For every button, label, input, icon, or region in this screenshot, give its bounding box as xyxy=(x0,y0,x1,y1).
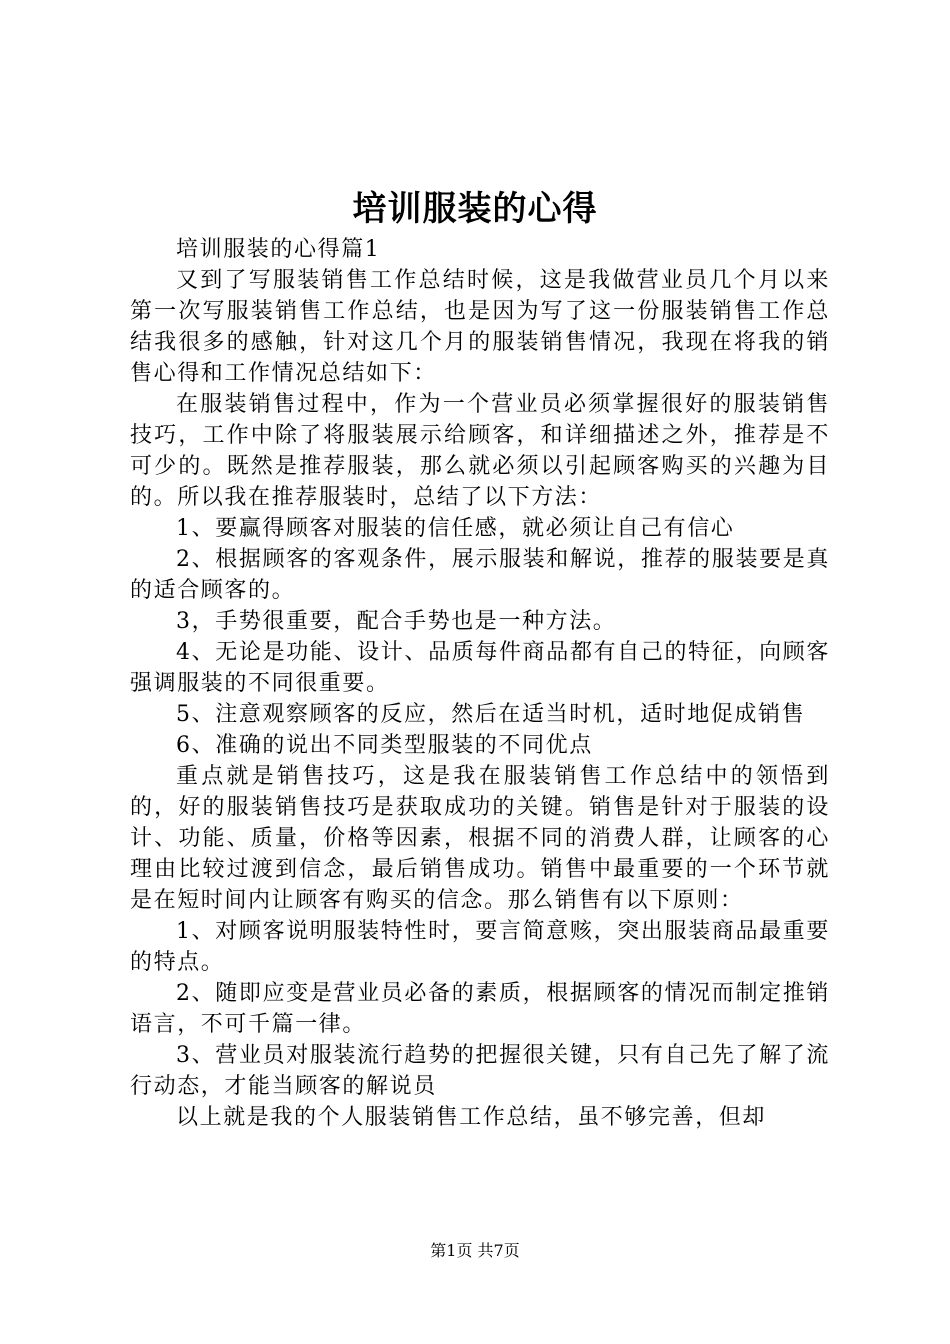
paragraph: 重点就是销售技巧，这是我在服装销售工作总结中的领悟到的，好的服装销售技巧是获取成功的关键。销售是针对于服装的设计、功能、质量，价格等因素，根据不同的消费人群，让顾客的心理由比较过渡到信念，最后销售成功。销售中最重要的一个环节就是在短时间内让顾客有购买的信念。那么销售有以下原则： xyxy=(130,764,830,913)
paragraph: 又到了写服装销售工作总结时候，这是我做营业员几个月以来第一次写服装销售工作总结，也是因为写了这一份服装销售工作总结我很多的感触，针对这几个月的服装销售情况，我现在将我的销售心得和工作情况总结如下： xyxy=(130,268,830,386)
list-item: 1、要赢得顾客对服装的信任感，就必须让自己有信心 xyxy=(176,516,735,541)
document-body xyxy=(130,234,830,1133)
list-item: 3、营业员对服装流行趋势的把握很关键，只有自己先了解了流行动态，才能当顾客的解说员 xyxy=(130,1043,830,1099)
document-title: 培训服装的心得 xyxy=(352,189,598,229)
list-item: 2、随即应变是营业员必备的素质，根据顾客的情况而制定推销语言，不可千篇一律。 xyxy=(130,981,830,1037)
list-item: 6、准确的说出不同类型服装的不同优点 xyxy=(176,733,593,758)
list-item: 5、注意观察顾客的反应，然后在适当时机，适时地促成销售 xyxy=(176,702,806,727)
list-item: 3，手势很重要，配合手势也是一种方法。 xyxy=(176,609,617,634)
paragraph: 以上就是我的个人服装销售工作总结，虽不够完善，但却 xyxy=(176,1105,767,1130)
list-item: 1、对顾客说明服装特性时，要言简意赅，突出服装商品最重要的特点。 xyxy=(130,919,830,975)
section-heading: 培训服装的心得篇1 xyxy=(176,237,381,262)
list-item: 4、无论是功能、设计、品质每件商品都有自己的特征，向顾客强调服装的不同很重要。 xyxy=(130,640,830,696)
paragraph: 在服装销售过程中，作为一个营业员必须掌握很好的服装销售技巧，工作中除了将服装展示给顾客，和详细描述之外，推荐是不可少的。既然是推荐服装，那么就必须以引起顾客购买的兴趣为目的。所以我在推荐服装时，总结了以下方法： xyxy=(130,392,830,510)
list-item: 2、根据顾客的客观条件，展示服装和解说，推荐的服装要是真的适合顾客的。 xyxy=(130,547,830,603)
page-number: 第1页 共7页 xyxy=(430,1241,520,1260)
